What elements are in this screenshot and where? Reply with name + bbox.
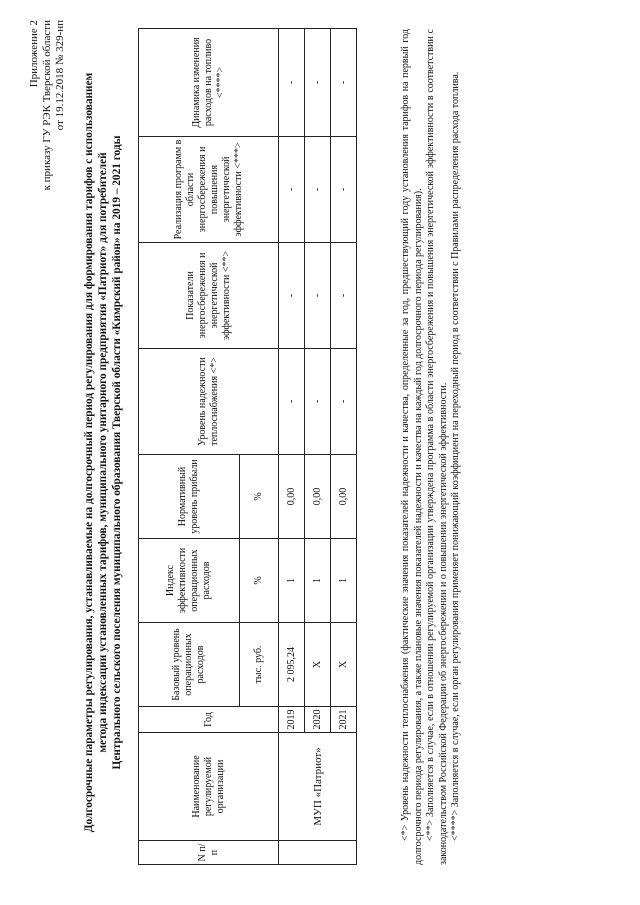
unit-base: тыс. руб. [240,623,279,707]
cell-program: - [305,137,331,243]
appendix-line-2: к приказу ГУ РЭК Тверской области [41,20,53,191]
document-title [82,40,124,865]
appendix-line-1: Приложение 2 [28,20,40,88]
table-row [279,29,305,865]
cell-index: 1 [331,539,357,623]
title-line-3: Центрального сельского поселения муниципального образования Тверской области «Кимрский район» на 2019 – 2021 годы [111,135,123,770]
footnote-1: <*> Уровень надежности теплоснабжения (фактические значения показателей надежности и качества, определенные за год, предшествующий году установления тарифов на первый год долгосрочного периода регулирования, а также плановые значения показателей надежности и качества на каждый год долгосрочного периода регулирования). [400,29,424,865]
cell-profit: 0,00 [331,455,357,539]
header-program: Реализация программ в области энергосбережения и повышения энергетической эффективности <***> [139,137,279,243]
appendix-line-3: от 19.12.2018 № 329-нп [54,20,66,131]
cell-year: 2021 [331,707,357,733]
cell-fuel: - [305,29,331,137]
footnotes [400,29,463,865]
title-line-1: Долгосрочные параметры регулирования, устанавливаемые на долгосрочный период регулирования для формирования тарифов с использованием [83,72,95,833]
cell-reliability: - [331,349,357,455]
cell-profit: 0,00 [305,455,331,539]
cell-energy: - [331,243,357,349]
cell-year: 2020 [305,707,331,733]
cell-base: X [305,623,331,707]
header-year: Год [139,707,279,733]
cell-year: 2019 [279,707,305,733]
header-org: Наименование регулируемой организации [139,733,279,841]
footnote-3: <****> Заполняется в случае, если орган регулирования применяет понижающий коэффициент на переходный период в соответствии с Правилами распределения расхода топлива. [450,71,461,841]
cell-num [279,841,357,865]
header-energy: Показатели энергосбережения и энергетической эффективности <**> [139,243,279,349]
unit-index: % [240,539,279,623]
cell-energy: - [279,243,305,349]
header-profit: Нормативный уровень прибыли [139,455,240,539]
cell-program: - [279,137,305,243]
table-header-row [139,29,240,865]
cell-org-name: МУП «Патриот» [279,733,357,841]
unit-profit: % [240,455,279,539]
header-index: Индекс эффективности операционных расходов [139,539,240,623]
footnote-2: <**> Заполняется в случае, если в отношении регулируемой организации утверждена программа в области энергосбережения и повышения энергетической эффективности в соответствии с законодательством Российской Федерации об энергосбережении и о повышении энергетической эффективности. [425,29,449,865]
cell-base: X [331,623,357,707]
parameters-table [138,28,357,865]
cell-program: - [331,137,357,243]
cell-reliability: - [279,349,305,455]
title-line-2: метода индексации установленных тарифов, муниципального унитарного предприятия «Патриот» для потребителей [97,152,109,753]
cell-energy: - [305,243,331,349]
cell-index: 1 [305,539,331,623]
header-base: Базовый уровень операционных расходов [139,623,240,707]
header-fuel: Динамика изменения расходов на топливо <****> [139,29,279,137]
cell-fuel: - [331,29,357,137]
appendix-header [28,20,67,190]
cell-reliability: - [305,349,331,455]
cell-index: 1 [279,539,305,623]
cell-base: 2 095,24 [279,623,305,707]
header-reliability: Уровень надежности теплоснабжения <*> [139,349,279,455]
cell-profit: 0,00 [279,455,305,539]
cell-fuel: - [279,29,305,137]
header-num: N п/п [139,841,279,865]
